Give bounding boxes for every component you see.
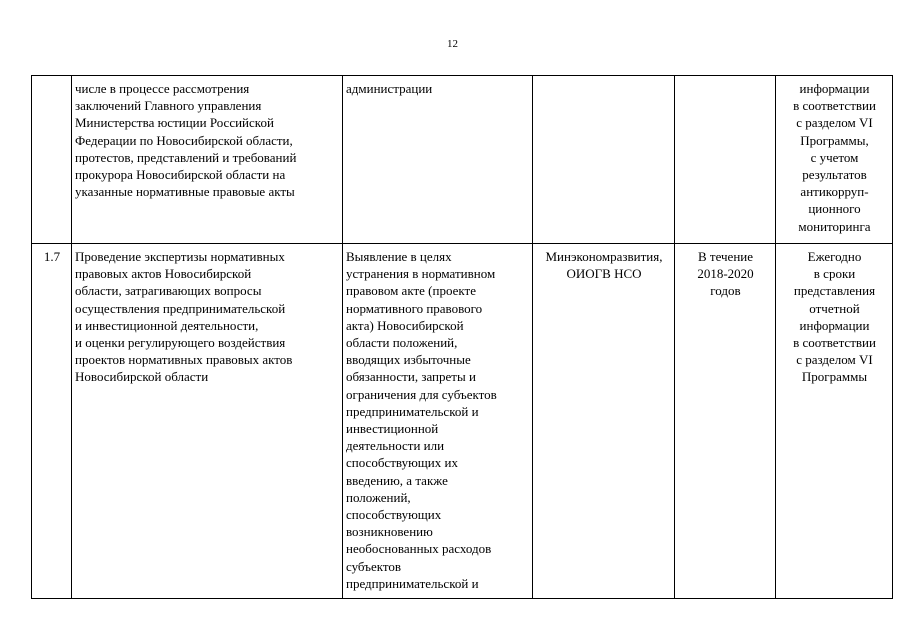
cell-text-line: субъектов <box>346 558 402 574</box>
cell-text-line: Минэкономразвития, <box>545 249 663 264</box>
cell-text-line: с разделом VI <box>796 352 873 368</box>
cell-text-line: информации <box>799 81 870 96</box>
cell-text-line: ограничения для субъектов <box>346 386 497 402</box>
cell-text-line: в сроки <box>813 266 856 282</box>
cell-text-line: с учетом <box>810 149 859 165</box>
cell-text-line: числе в процессе рассмотрения <box>75 81 250 96</box>
cell-text-line: предпринимательской и <box>346 575 479 591</box>
cell-text-line: антикорруп- <box>800 184 869 200</box>
cell-text-line: представления <box>793 283 876 299</box>
cell-text-line: устранения в нормативном <box>346 266 496 282</box>
table-row <box>32 244 893 599</box>
cell-text-line: правовом акте (проекте <box>346 283 476 299</box>
cell-text-line: в соответствии <box>793 335 876 351</box>
cell-text-line: инвестиционной <box>346 421 439 437</box>
cell-text-line: в соответствии <box>793 98 876 114</box>
row-number-cell <box>32 76 72 244</box>
report-cell <box>776 244 893 599</box>
cell-text-line: ОИОГВ НСО <box>566 266 642 282</box>
cell-text-line: указанные нормативные правовые акты <box>75 184 295 200</box>
cell-text-line: нормативного правового <box>346 300 483 316</box>
cell-text-line: протестов, представлений и требований <box>75 149 297 165</box>
cell-text-line: администрации <box>346 81 433 96</box>
cell-text-line: отчетной <box>809 300 860 316</box>
cell-text-line: Программы <box>801 369 868 385</box>
table-row <box>32 76 893 244</box>
cell-text-line: и инвестиционной деятельности, <box>75 317 259 333</box>
term-cell <box>675 76 776 244</box>
cell-text-line: Проведение экспертизы нормативных <box>75 249 285 264</box>
cell-text-line: результатов <box>802 167 867 183</box>
cell-text-line: способствующих <box>346 507 442 523</box>
cell-text-line: положений, <box>346 489 411 505</box>
cell-text-line: осуществления предпринимательской <box>75 300 286 316</box>
executor-cell <box>533 244 675 599</box>
cell-text-line: Ежегодно <box>807 249 862 264</box>
content-cell <box>343 76 533 244</box>
cell-text-line: прокурора Новосибирской области на <box>75 167 286 183</box>
row-number-cell <box>32 244 72 599</box>
measure-cell <box>72 244 343 599</box>
executor-cell <box>533 76 675 244</box>
cell-text-line: предпринимательской и <box>346 403 479 419</box>
cell-text-line: заключений Главного управления <box>75 98 262 114</box>
measures-table <box>31 75 893 599</box>
cell-text-line: Министерства юстиции Российской <box>75 115 274 131</box>
cell-text-line: вводящих избыточные <box>346 352 471 368</box>
cell-text-line: ционного <box>808 201 861 217</box>
cell-text-line: мониторинга <box>798 218 871 234</box>
cell-text-line: правовых актов Новосибирской <box>75 266 252 282</box>
cell-text-line: деятельности или <box>346 438 445 454</box>
cell-text-line: обязанности, запреты и <box>346 369 476 385</box>
cell-text-line: 2018-2020 <box>697 266 754 282</box>
cell-text-line: В течение <box>697 249 754 264</box>
content-cell <box>343 244 533 599</box>
cell-text-line: Новосибирской области <box>75 369 209 385</box>
cell-text-line: годов <box>710 283 741 299</box>
cell-text-line: информации <box>799 317 870 333</box>
cell-text-line: проектов нормативных правовых актов <box>75 352 293 368</box>
cell-text-line: возникновению <box>346 524 433 540</box>
cell-text-line: введению, а также <box>346 472 448 488</box>
cell-text: 1.7 <box>43 249 61 264</box>
cell-text-line: Программы, <box>800 132 869 148</box>
cell-text-line: акта) Новосибирской <box>346 317 464 333</box>
report-cell <box>776 76 893 244</box>
measure-cell <box>72 76 343 244</box>
cell-text-line: с разделом VI <box>796 115 873 131</box>
cell-text-line: и оценки регулирующего воздействия <box>75 335 286 351</box>
cell-text-line: Федерации по Новосибирской области, <box>75 132 293 148</box>
cell-text-line: способствующих их <box>346 455 458 471</box>
cell-text-line: необоснованных расходов <box>346 541 492 557</box>
cell-text-line: области положений, <box>346 335 458 351</box>
cell-text-line: области, затрагивающих вопросы <box>75 283 262 299</box>
term-cell <box>675 244 776 599</box>
page-number: 12 <box>447 38 458 50</box>
cell-text-line: Выявление в целях <box>346 249 452 264</box>
